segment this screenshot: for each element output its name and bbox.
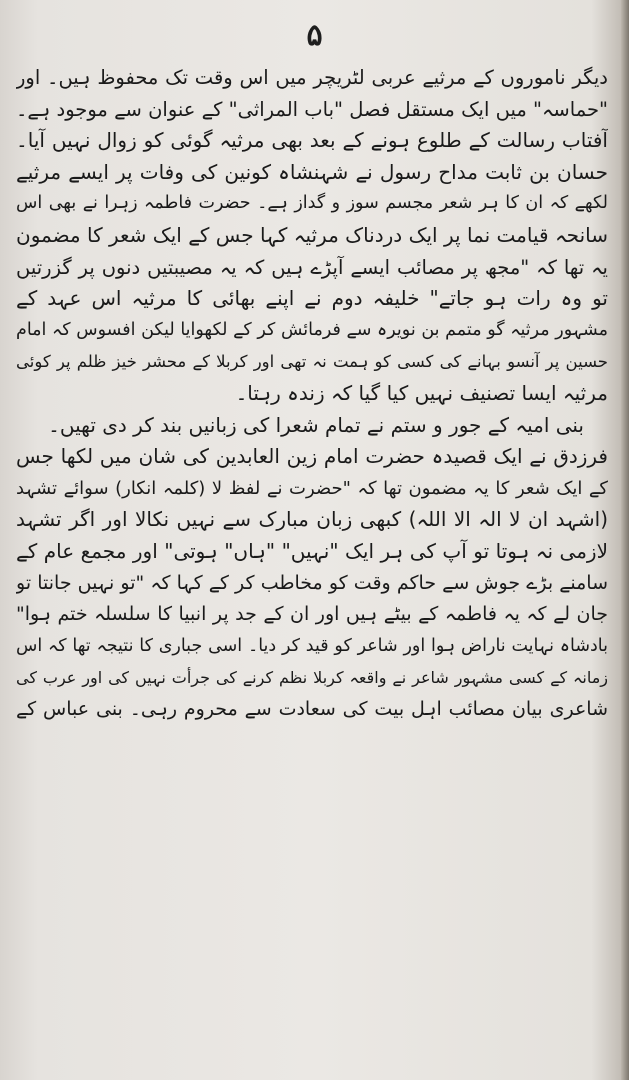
text-line: تو وہ رات ہو جاتے" خلیفہ دوم نے اپنے بھائی کا مرثیہ اس عہد کے: [16, 286, 608, 311]
body-text: [16, 62, 608, 725]
text-line: لکھے کہ ان کا ہر شعر مجسم سوز و گداز ہے۔ حضرت فاطمہ زہرا نے بھی اس: [16, 193, 608, 214]
text-line: مشہور مرثیہ گو متمم بن نویرہ سے فرمائش کر کے لکھوایا لیکن افسوس کہ امام: [16, 319, 608, 340]
text-line: سانحہ قیامت نما پر ایک دردناک مرثیہ کہا جس کے ایک شعر کا مضمون: [16, 222, 608, 247]
text-line: زمانہ کے کسی مشہور شاعر نے واقعہ کربلا نظم کرنے کی جرأت نہیں کی اور عرب کی: [16, 668, 608, 688]
text-line: کے ایک شعر کا یہ مضمون تھا کہ "حضرت نے لفظ لا (کلمہ انکار) سوائے تشہد: [16, 477, 608, 499]
text-line: حسان بن ثابت مداح رسول نے شہنشاہ کونین کی وفات پر ایسے مرثیے: [16, 159, 608, 184]
text-line: یہ تھا کہ "مجھ پر مصائب ایسے آپڑے ہیں کہ یہ مصیبتیں دنوں پر گزرتیں: [16, 255, 608, 279]
text-line: "حماسہ" میں ایک مستقل فصل "باب المراثی" کے عنوان سے موجود ہے۔: [16, 97, 608, 121]
text-line: سامنے بڑے جوش سے حاکم وقت کو مخاطب کر کے کہا کہ "تو نہیں جانتا تو: [16, 571, 608, 594]
text-line: حسین پر آنسو بہانے کی کسی کو ہمت نہ تھی اور کربلا کے محشر خیز ظلم پر کوئی: [16, 352, 608, 372]
text-line: (اشہد ان لا الہ الا اللہ) کبھی زبان مبارک سے نہیں نکالا اور اگر تشہد: [16, 507, 608, 532]
text-line: بنی امیہ کے جور و ستم نے تمام شعرا کی زبانیں بند کر دی تھیں۔: [48, 412, 584, 437]
text-line: آفتاب رسالت کے طلوع ہونے کے بعد بھی مرثیہ گوئی کو زوال نہیں آیا۔: [16, 128, 608, 153]
text-line: بادشاہ نہایت ناراض ہوا اور شاعر کو قید کر دیا۔ اسی جباری کا نتیجہ تھا کہ اس: [16, 635, 608, 656]
text-line: دیگر ناموروں کے مرثیے عربی لٹریچر میں اس وقت تک محفوظ ہیں۔ اور: [16, 66, 608, 89]
text-line: شاعری بیان مصائب اہل بیت کی سعادت سے محروم رہی۔ بنی عباس کے: [16, 697, 608, 720]
page-number: ۵: [306, 18, 323, 53]
text-line: لازمی نہ ہوتا تو آپ کی ہر ایک "نہیں" "ہاں" ہوتی" اور مجمع عام کے: [16, 538, 608, 563]
text-line: مرثیہ ایسا تصنیف نہیں کیا گیا کہ زندہ رہتا۔: [235, 380, 608, 405]
text-line: جان لے کہ یہ فاطمہ کے بیٹے ہیں اور ان کے جد پر انبیا کا سلسلہ ختم ہوا": [16, 603, 608, 626]
page-edge-shadow: [621, 0, 629, 1080]
text-line: فرزدق نے ایک قصیدہ حضرت امام زین العابدین کی شان میں لکھا جس: [16, 444, 608, 469]
